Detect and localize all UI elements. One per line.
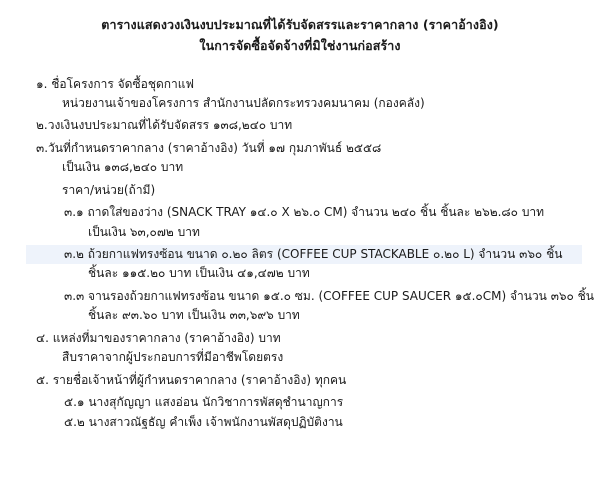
item-3-3-line: ๓.๓ จานรองถ้วยกาแฟทรงซ้อน ขนาด ๑๕.๐ ซม. (COFFEE CUP SAUCER ๑๕.๐CM) จำนวน ๓๖๐ ชิ้น xyxy=(64,288,595,303)
amount-line: เป็นเงิน ๑๓๘,๒๔๐ บาท xyxy=(62,160,184,175)
official-5-1-line: ๕.๑ นางสุกัญญา แสงอ่อน นักวิชาการพัสดุชำนาญการ xyxy=(64,395,344,410)
title-line-1: ตารางแสดงวงเงินงบประมาณที่ได้รับจัดสรรและราคากลาง (ราคาอ้างอิง) xyxy=(101,17,499,32)
officials-header-line: ๕. รายชื่อเจ้าหน้าที่ผู้กำหนดราคากลาง (ราคาอ้างอิง) ทุกคน xyxy=(36,372,347,387)
owner-agency-line: หน่วยงานเจ้าของโครงการ สำนักงานปลัดกระทรวงคมนาคม (กองคลัง) xyxy=(62,95,425,110)
title-line-2: ในการจัดซื้อจัดจ้างที่มิใช่งานก่อสร้าง xyxy=(199,38,401,54)
price-date-line: ๓.วันที่กำหนดราคากลาง (ราคาอ้างอิง) วันที่ ๑๗ กุมภาพันธ์ ๒๕๕๘ xyxy=(36,140,382,155)
unit-price-header: ราคา/หน่วย(ถ้ามี) xyxy=(62,182,156,197)
project-name-line: ๑. ชื่อโครงการ จัดซื้อชุดกาแฟ xyxy=(36,76,194,91)
item-3-1-total-line: เป็นเงิน ๖๓,๐๗๒ บาท xyxy=(88,224,200,239)
item-3-2-total-line: ชิ้นละ ๑๑๕.๒๐ บาท เป็นเงิน ๔๑,๔๗๒ บาท xyxy=(88,266,310,281)
item-3-2-line: ๓.๒ ถ้วยกาแฟทรงซ้อน ขนาด ๐.๒๐ ลิตร (COFFEE CUP STACKABLE ๐.๒๐ L) จำนวน ๓๖๐ ชิ้น xyxy=(26,245,582,264)
price-source-detail-line: สืบราคาจากผู้ประกอบการที่มีอาชีพโดยตรง xyxy=(62,350,284,365)
document-title xyxy=(18,14,582,57)
spacer xyxy=(26,432,582,440)
item-3-3-total-line: ชิ้นละ ๙๓.๖๐ บาท เป็นเงิน ๓๓,๖๙๖ บาท xyxy=(88,308,300,323)
official-5-2-line: ๕.๒ นางสาวณัฐธัญ คำเพ็ง เจ้าพนักงานพัสดุปฏิบัติงาน xyxy=(64,414,343,429)
document-body xyxy=(18,75,595,440)
item-3-1-line: ๓.๑ ถาดใส่ของว่าง (SNACK TRAY ๑๔.๐ X ๒๖.๐ CM) จำนวน ๒๔๐ ชิ้น ชิ้นละ ๒๖๒.๘๐ บาท xyxy=(64,205,545,220)
budget-line: ๒.วงเงินงบประมาณที่ได้รับจัดสรร ๑๓๘,๒๔๐ บาท xyxy=(36,118,293,133)
price-source-line: ๔. แหล่งที่มาของราคากลาง (ราคาอ้างอิง) บาท xyxy=(36,330,281,345)
